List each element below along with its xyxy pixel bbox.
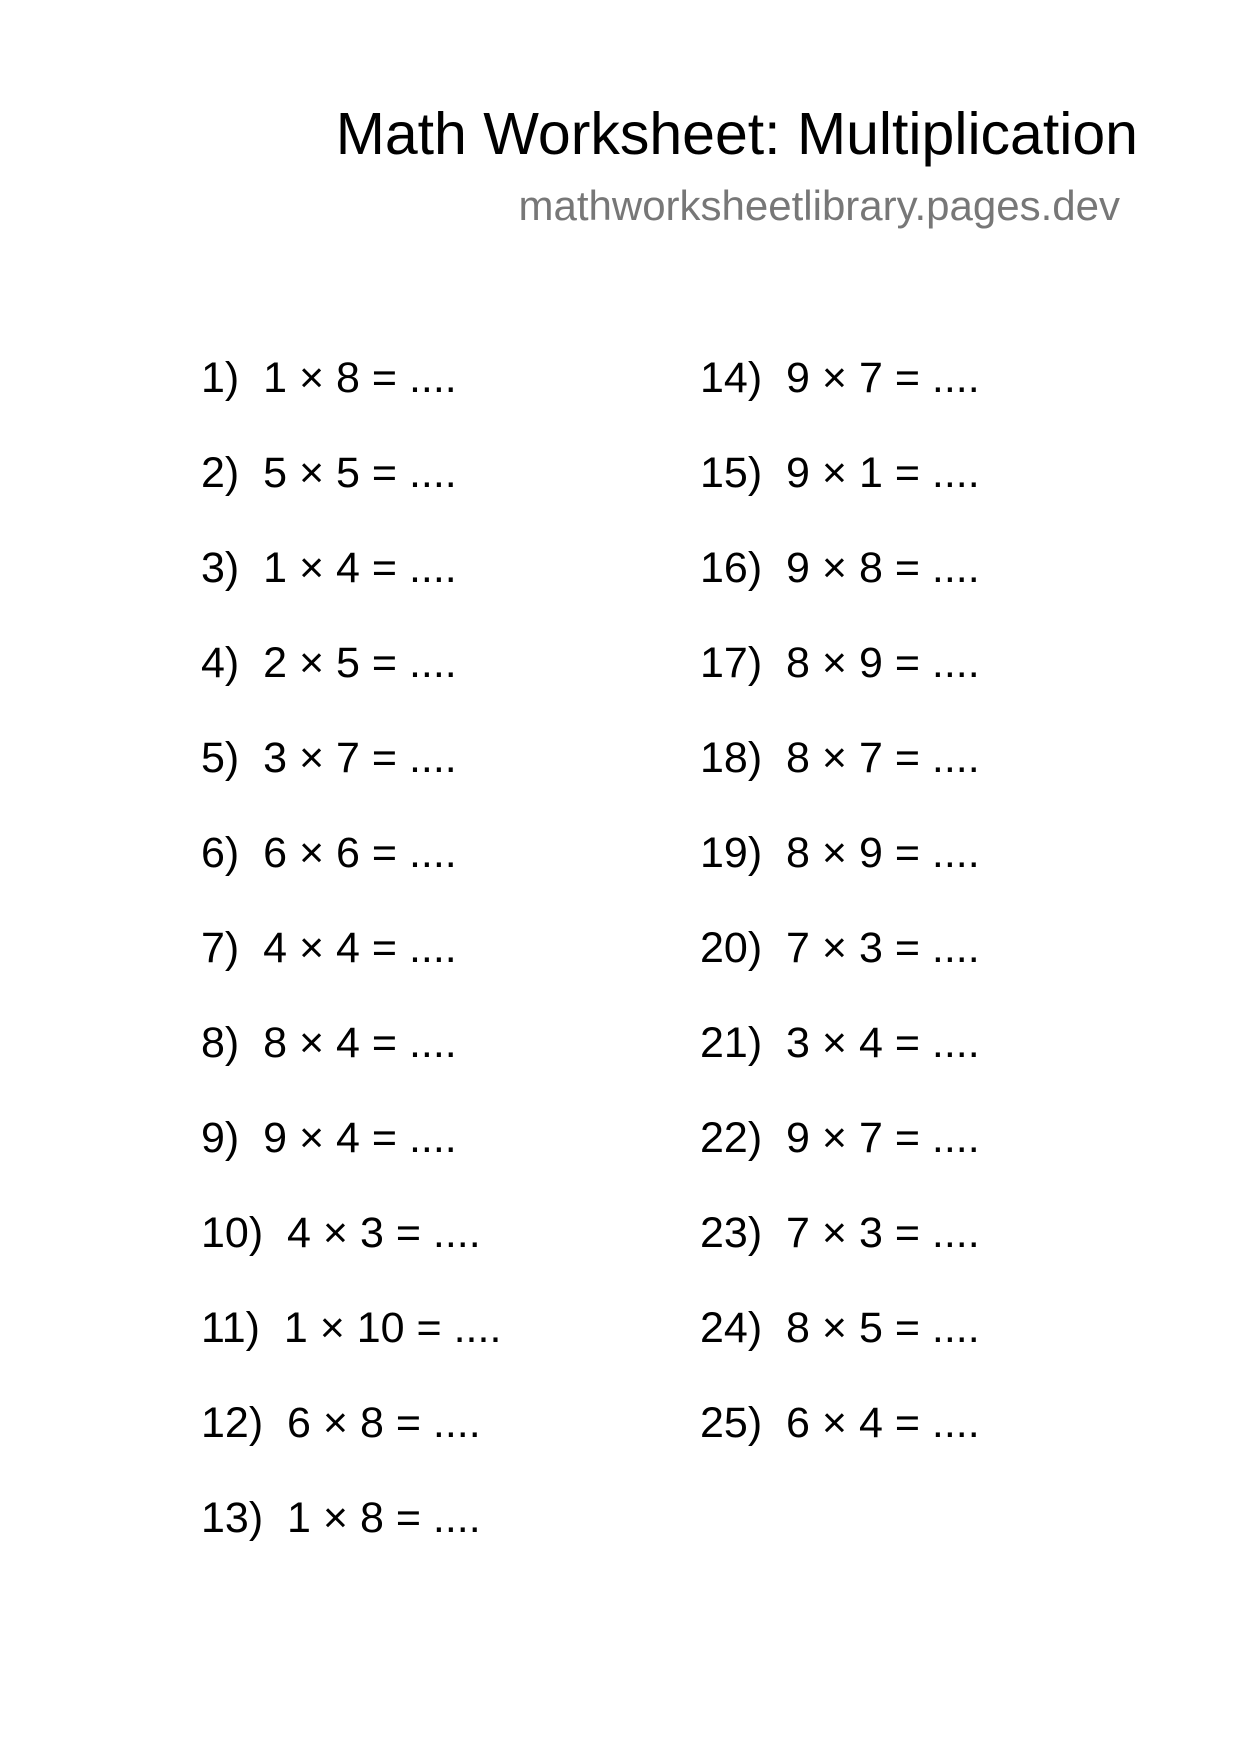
- problem-item: 3) 1 × 4 = ....: [201, 544, 457, 592]
- problem-item: 7) 4 × 4 = ....: [201, 924, 457, 972]
- page-subtitle: mathworksheetlibrary.pages.dev: [518, 182, 1120, 229]
- problem-item: 21) 3 × 4 = ....: [700, 1019, 980, 1067]
- problem-item: 16) 9 × 8 = ....: [700, 544, 980, 592]
- problem-item: 8) 8 × 4 = ....: [201, 1019, 457, 1067]
- problem-item: 22) 9 × 7 = ....: [700, 1114, 980, 1162]
- problem-item: 24) 8 × 5 = ....: [700, 1304, 980, 1352]
- problem-item: 10) 4 × 3 = ....: [201, 1209, 481, 1257]
- problem-item: 25) 6 × 4 = ....: [700, 1399, 980, 1447]
- problem-item: 14) 9 × 7 = ....: [700, 354, 980, 402]
- problem-item: 20) 7 × 3 = ....: [700, 924, 980, 972]
- problem-item: 17) 8 × 9 = ....: [700, 639, 980, 687]
- page-title: Math Worksheet: Multiplication: [335, 101, 1138, 167]
- problem-item: 9) 9 × 4 = ....: [201, 1114, 457, 1162]
- problem-item: 15) 9 × 1 = ....: [700, 449, 980, 497]
- problem-item: 2) 5 × 5 = ....: [201, 449, 457, 497]
- problem-item: 18) 8 × 7 = ....: [700, 734, 980, 782]
- problem-item: 4) 2 × 5 = ....: [201, 639, 457, 687]
- problem-item: 11) 1 × 10 = ....: [201, 1304, 502, 1352]
- problem-item: 12) 6 × 8 = ....: [201, 1399, 481, 1447]
- problem-item: 6) 6 × 6 = ....: [201, 829, 457, 877]
- problem-item: 1) 1 × 8 = ....: [201, 354, 457, 402]
- problem-item: 13) 1 × 8 = ....: [201, 1494, 481, 1542]
- problem-item: 19) 8 × 9 = ....: [700, 829, 980, 877]
- problem-item: 23) 7 × 3 = ....: [700, 1209, 980, 1257]
- problem-item: 5) 3 × 7 = ....: [201, 734, 457, 782]
